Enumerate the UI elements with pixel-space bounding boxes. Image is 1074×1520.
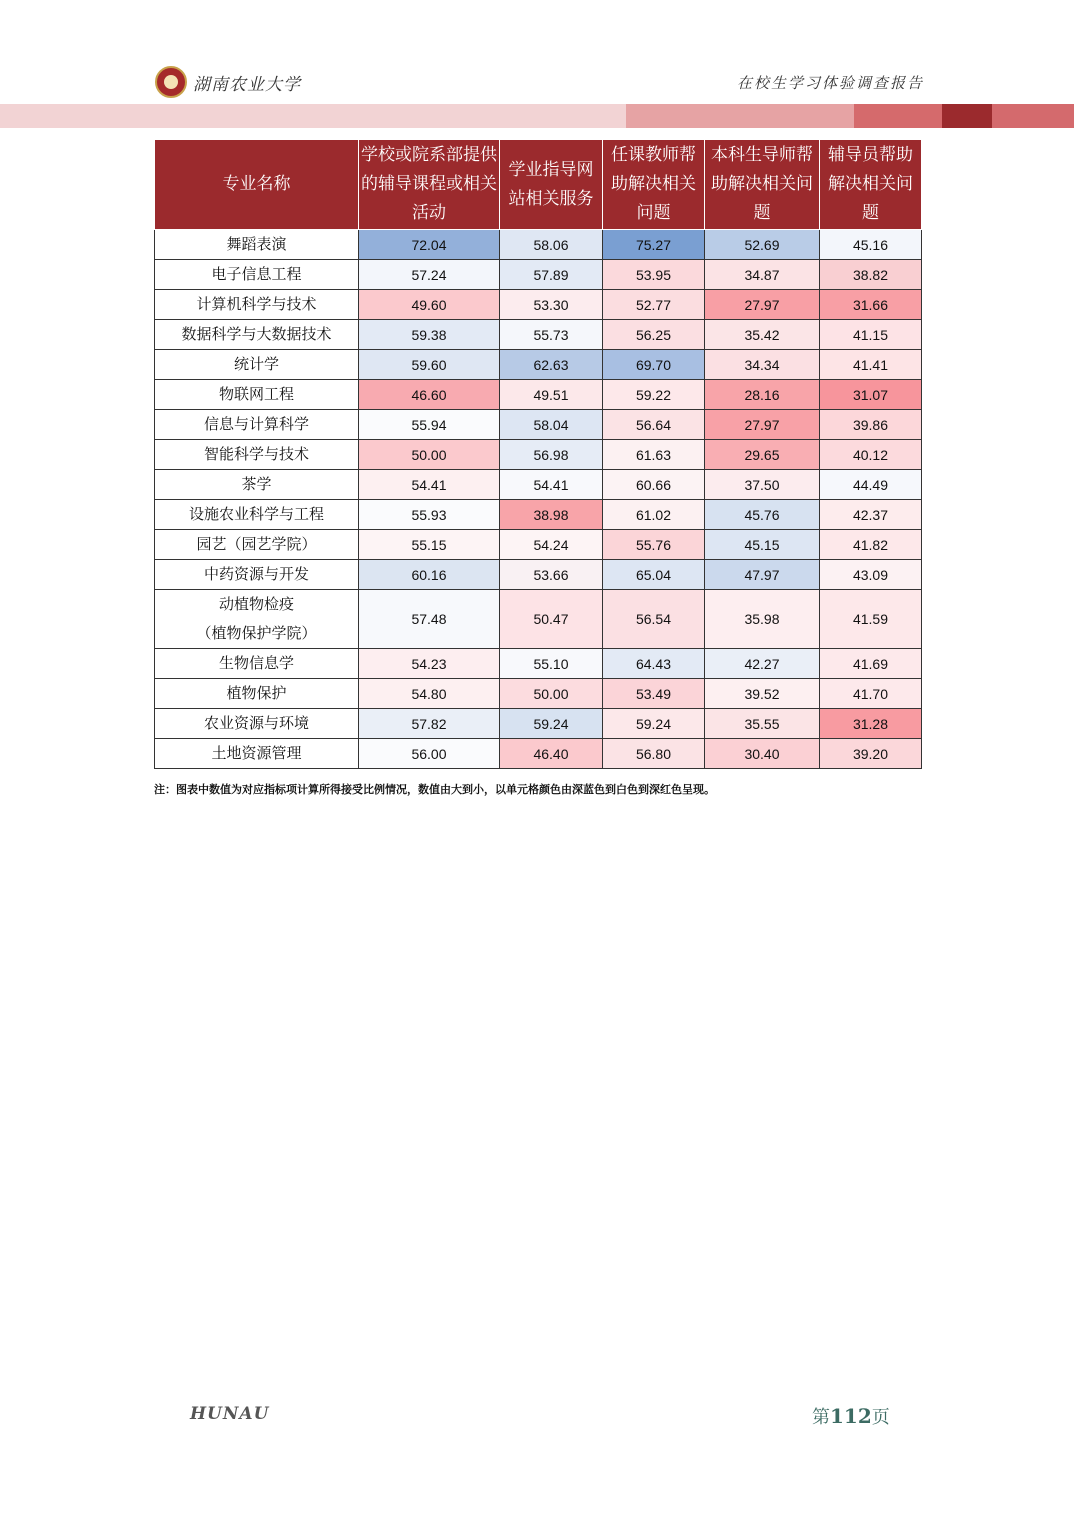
value-cell: 52.77 <box>603 290 705 320</box>
value-cell: 41.15 <box>820 320 922 350</box>
value-cell: 43.09 <box>820 560 922 590</box>
value-cell: 45.16 <box>820 230 922 260</box>
page-header <box>0 0 1074 130</box>
major-name-cell: 中药资源与开发 <box>155 560 359 590</box>
table-row <box>155 530 922 560</box>
column-header: 专业名称 <box>155 140 359 230</box>
value-cell: 59.22 <box>603 380 705 410</box>
value-cell: 54.24 <box>500 530 603 560</box>
value-cell: 56.64 <box>603 410 705 440</box>
value-cell: 53.95 <box>603 260 705 290</box>
value-cell: 41.82 <box>820 530 922 560</box>
value-cell: 53.49 <box>603 679 705 709</box>
table-row <box>155 679 922 709</box>
value-cell: 49.60 <box>359 290 500 320</box>
value-cell: 54.80 <box>359 679 500 709</box>
value-cell: 55.93 <box>359 500 500 530</box>
university-seal-icon <box>155 66 187 98</box>
value-cell: 57.48 <box>359 590 500 649</box>
value-cell: 41.69 <box>820 649 922 679</box>
column-header: 任课教师帮助解决相关问题 <box>603 140 705 230</box>
value-cell: 55.10 <box>500 649 603 679</box>
value-cell: 54.41 <box>500 470 603 500</box>
value-cell: 58.04 <box>500 410 603 440</box>
header-band <box>992 104 1074 128</box>
value-cell: 50.00 <box>500 679 603 709</box>
value-cell: 72.04 <box>359 230 500 260</box>
value-cell: 75.27 <box>603 230 705 260</box>
table-row <box>155 739 922 769</box>
value-cell: 61.63 <box>603 440 705 470</box>
value-cell: 61.02 <box>603 500 705 530</box>
major-name-cell: 农业资源与环境 <box>155 709 359 739</box>
heatmap-table <box>154 139 922 769</box>
value-cell: 55.15 <box>359 530 500 560</box>
value-cell: 39.52 <box>705 679 820 709</box>
value-cell: 56.00 <box>359 739 500 769</box>
value-cell: 27.97 <box>705 290 820 320</box>
value-cell: 57.82 <box>359 709 500 739</box>
major-name-cell: 智能科学与技术 <box>155 440 359 470</box>
value-cell: 34.87 <box>705 260 820 290</box>
value-cell: 65.04 <box>603 560 705 590</box>
value-cell: 56.54 <box>603 590 705 649</box>
page-number-value: 112 <box>830 1404 872 1428</box>
value-cell: 53.66 <box>500 560 603 590</box>
value-cell: 56.80 <box>603 739 705 769</box>
value-cell: 47.97 <box>705 560 820 590</box>
major-name-cell: 电子信息工程 <box>155 260 359 290</box>
value-cell: 58.06 <box>500 230 603 260</box>
value-cell: 60.66 <box>603 470 705 500</box>
value-cell: 46.40 <box>500 739 603 769</box>
value-cell: 50.00 <box>359 440 500 470</box>
value-cell: 39.20 <box>820 739 922 769</box>
value-cell: 59.38 <box>359 320 500 350</box>
table-row <box>155 560 922 590</box>
table-row <box>155 709 922 739</box>
value-cell: 49.51 <box>500 380 603 410</box>
value-cell: 59.24 <box>603 709 705 739</box>
value-cell: 28.16 <box>705 380 820 410</box>
major-name-cell: 动植物检疫 （植物保护学院） <box>155 590 359 649</box>
table-row <box>155 260 922 290</box>
value-cell: 53.30 <box>500 290 603 320</box>
table-row <box>155 350 922 380</box>
major-name-cell: 物联网工程 <box>155 380 359 410</box>
value-cell: 56.25 <box>603 320 705 350</box>
value-cell: 45.76 <box>705 500 820 530</box>
footer-brand: HUNAU <box>190 1404 270 1424</box>
table-row <box>155 440 922 470</box>
header-band <box>854 104 942 128</box>
page-prefix: 第 <box>812 1407 830 1428</box>
major-name-cell: 茶学 <box>155 470 359 500</box>
major-name-cell: 计算机科学与技术 <box>155 290 359 320</box>
value-cell: 55.94 <box>359 410 500 440</box>
value-cell: 35.42 <box>705 320 820 350</box>
value-cell: 64.43 <box>603 649 705 679</box>
value-cell: 31.28 <box>820 709 922 739</box>
value-cell: 41.59 <box>820 590 922 649</box>
value-cell: 42.37 <box>820 500 922 530</box>
major-name-cell: 生物信息学 <box>155 649 359 679</box>
value-cell: 29.65 <box>705 440 820 470</box>
page-suffix: 页 <box>871 1407 890 1428</box>
header-band <box>626 104 854 128</box>
value-cell: 50.47 <box>500 590 603 649</box>
value-cell: 30.40 <box>705 739 820 769</box>
value-cell: 59.60 <box>359 350 500 380</box>
value-cell: 41.70 <box>820 679 922 709</box>
value-cell: 31.07 <box>820 380 922 410</box>
column-header: 学业指导网站相关服务 <box>500 140 603 230</box>
value-cell: 27.97 <box>705 410 820 440</box>
header-band <box>942 104 992 128</box>
value-cell: 39.86 <box>820 410 922 440</box>
value-cell: 35.55 <box>705 709 820 739</box>
value-cell: 31.66 <box>820 290 922 320</box>
major-name-cell: 舞蹈表演 <box>155 230 359 260</box>
table-row <box>155 500 922 530</box>
university-name: 湖南农业大学 <box>193 75 301 95</box>
value-cell: 37.50 <box>705 470 820 500</box>
value-cell: 41.41 <box>820 350 922 380</box>
value-cell: 45.15 <box>705 530 820 560</box>
column-header: 辅导员帮助解决相关问题 <box>820 140 922 230</box>
column-header: 学校或院系部提供的辅导课程或相关活动 <box>359 140 500 230</box>
table-header-row <box>155 140 922 230</box>
value-cell: 57.89 <box>500 260 603 290</box>
major-name-cell: 园艺（园艺学院） <box>155 530 359 560</box>
value-cell: 38.82 <box>820 260 922 290</box>
table-row <box>155 470 922 500</box>
major-name-cell: 植物保护 <box>155 679 359 709</box>
page-number <box>812 1403 890 1429</box>
major-name-cell: 信息与计算科学 <box>155 410 359 440</box>
value-cell: 40.12 <box>820 440 922 470</box>
value-cell: 62.63 <box>500 350 603 380</box>
table-row <box>155 290 922 320</box>
table-row <box>155 320 922 350</box>
major-name-cell: 土地资源管理 <box>155 739 359 769</box>
value-cell: 38.98 <box>500 500 603 530</box>
value-cell: 54.23 <box>359 649 500 679</box>
column-header: 本科生导师帮助解决相关问题 <box>705 140 820 230</box>
value-cell: 34.34 <box>705 350 820 380</box>
report-title: 在校生学习体验调查报告 <box>736 74 924 92</box>
major-name-cell: 设施农业科学与工程 <box>155 500 359 530</box>
table-row <box>155 380 922 410</box>
value-cell: 57.24 <box>359 260 500 290</box>
value-cell: 46.60 <box>359 380 500 410</box>
table-row <box>155 410 922 440</box>
major-name-cell: 统计学 <box>155 350 359 380</box>
value-cell: 52.69 <box>705 230 820 260</box>
value-cell: 35.98 <box>705 590 820 649</box>
value-cell: 69.70 <box>603 350 705 380</box>
value-cell: 59.24 <box>500 709 603 739</box>
value-cell: 55.76 <box>603 530 705 560</box>
value-cell: 55.73 <box>500 320 603 350</box>
table-row <box>155 230 922 260</box>
header-band <box>0 104 626 128</box>
value-cell: 60.16 <box>359 560 500 590</box>
value-cell: 42.27 <box>705 649 820 679</box>
table-row <box>155 649 922 679</box>
value-cell: 54.41 <box>359 470 500 500</box>
table-row <box>155 590 922 649</box>
major-name-cell: 数据科学与大数据技术 <box>155 320 359 350</box>
table-note: 注：图表中数值为对应指标项计算所得接受比例情况，数值由大到小，以单元格颜色由深蓝色到白色到深红色呈现。 <box>154 783 715 796</box>
value-cell: 56.98 <box>500 440 603 470</box>
value-cell: 44.49 <box>820 470 922 500</box>
